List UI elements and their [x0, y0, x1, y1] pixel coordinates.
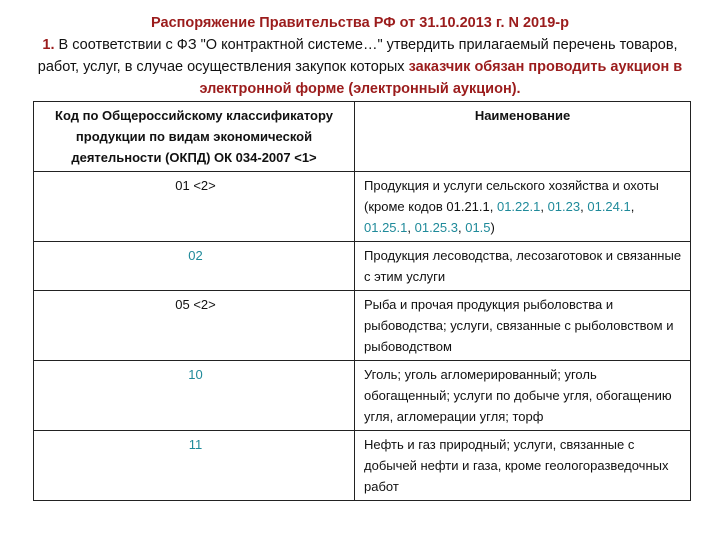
- code-cell: [34, 291, 355, 361]
- intro-text: В соответствии с ФЗ "О контрактной системе…" утвердить прилагаемый перечень товаров, работ, услуг, в случае осуществления закупок которых: [37, 37, 678, 75]
- name-text: Продукция лесоводства, лесозаготовок и связанные с этим услуги: [364, 248, 682, 284]
- code-link[interactable]: 01.24.1: [587, 199, 631, 214]
- code-cell: [34, 361, 355, 431]
- table-row: [34, 361, 691, 431]
- table-row: [34, 242, 691, 291]
- table-row: [34, 431, 691, 501]
- table-row: [34, 291, 691, 361]
- item-number: 1.: [42, 37, 55, 53]
- code-cell: [34, 242, 355, 291]
- name-text: ,: [580, 199, 588, 214]
- name-text: Уголь; уголь агломерированный; уголь обогащенный; услуги по добыче угля, обогащению угля, агломерации угля; торф: [364, 367, 672, 424]
- name-text: ,: [457, 220, 466, 235]
- okpd-code[interactable]: 02: [188, 248, 203, 263]
- intro-paragraph: [20, 34, 700, 100]
- name-cell: [355, 361, 691, 431]
- name-text: Нефть и газ природный; услуги, связанные с добычей нефти и газа, кроме геологоразведочных работ: [364, 437, 669, 494]
- code-link[interactable]: 01.22.1: [496, 199, 541, 214]
- name-text: ,: [540, 199, 548, 214]
- name-cell: [355, 172, 691, 242]
- code-link[interactable]: 01.23: [547, 199, 581, 214]
- name-text: Продукция и услуги сельского хозяйства и охоты (кроме кодов 01.21.1,: [364, 178, 659, 214]
- table-row: [34, 172, 691, 242]
- name-text: ): [490, 220, 495, 235]
- intro-emphasis: заказчик обязан проводить аукцион в электронной форме (электронный аукцион).: [199, 59, 683, 97]
- document-title: Распоряжение Правительства РФ от 31.10.2013 г. N 2019-р: [151, 15, 569, 31]
- okpd-code: 01 <2>: [175, 178, 216, 193]
- document-header: [20, 12, 700, 100]
- name-text: ,: [630, 199, 635, 214]
- code-cell: [34, 172, 355, 242]
- header-name: Наименование: [355, 102, 691, 172]
- header-code: Код по Общероссийскому классификатору продукции по видам экономической деятельности (ОКПД) ОК 034-2007 <1>: [34, 102, 355, 172]
- okpd-table: [33, 101, 691, 501]
- name-cell: [355, 431, 691, 501]
- code-link[interactable]: 01.5: [465, 220, 491, 235]
- okpd-code: 05 <2>: [175, 297, 216, 312]
- name-text: Рыба и прочая продукция рыболовства и рыбоводства; услуги, связанные с рыболовством и рыбоводством: [364, 297, 674, 354]
- code-link[interactable]: 01.25.1: [364, 220, 408, 235]
- name-cell: [355, 291, 691, 361]
- okpd-code[interactable]: 11: [188, 437, 203, 452]
- code-cell: [34, 431, 355, 501]
- code-link[interactable]: 01.25.3: [414, 220, 458, 235]
- name-text: ,: [407, 220, 415, 235]
- name-cell: [355, 242, 691, 291]
- okpd-code[interactable]: 10: [188, 367, 203, 382]
